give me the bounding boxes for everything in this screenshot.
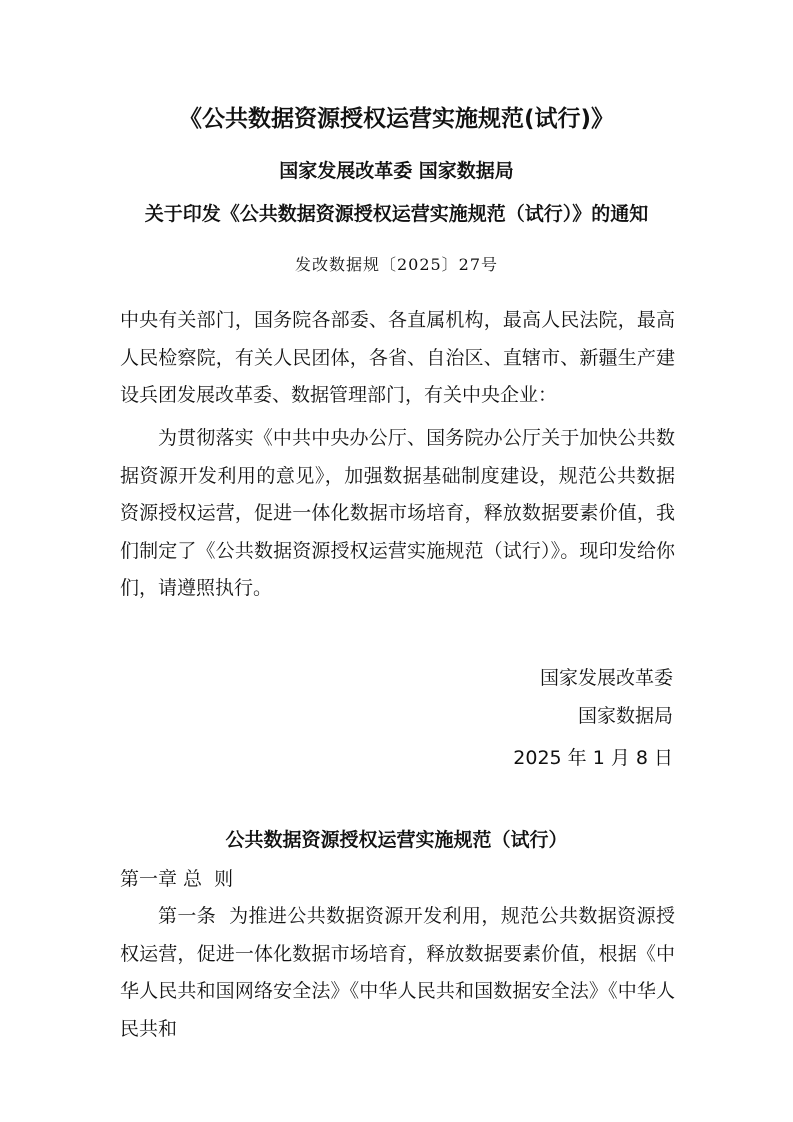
specification-title: 公共数据资源授权运营实施规范（试行） [225, 829, 568, 851]
chapter-heading: 第一章 总 则 [120, 868, 234, 890]
signature-date: 2025 年 1 月 8 日 [513, 747, 673, 769]
notice-title: 关于印发《公共数据资源授权运营实施规范（试行）》的通知 [144, 203, 649, 225]
article-one-paragraph [120, 898, 675, 1048]
signature-org-ndrc: 国家发展改革委 [539, 667, 673, 689]
issuing-agencies: 国家发展改革委 国家数据局 [279, 160, 514, 182]
intro-paragraph: 为贯彻落实《中共中央办公厅、国务院办公厅关于加快公共数据资源开发利用的意见》，加强数据基础制度建设，规范公共数据资源授权运营，促进一体化数据市场培育，释放数据要素价值，我们制定了《公共数据资源授权运营实施规范（试行）》。现印发给你们，请遵照执行。 [120, 427, 675, 599]
article-label: 第一条 [158, 905, 230, 927]
addressees-paragraph: 中央有关部门，国务院各部委、各直属机构，最高人民法院，最高人民检察院，有关人民团体，各省、自治区、直辖市、新疆生产建设兵团发展改革委、数据管理部门，有关中央企业： [120, 309, 675, 406]
document-number: 发改数据规〔2025〕27号 [294, 255, 499, 274]
article-text: 为推进公共数据资源开发利用，规范公共数据资源授权运营，促进一体化数据市场培育，释放数据要素价值，根据《中华人民共和国网络安全法》《中华人民共和国数据安全法》《中华人民共和 [120, 905, 675, 1040]
signature-org-nda: 国家数据局 [577, 705, 673, 727]
document-main-title: 《公共数据资源授权运营实施规范(试行)》 [178, 106, 615, 132]
